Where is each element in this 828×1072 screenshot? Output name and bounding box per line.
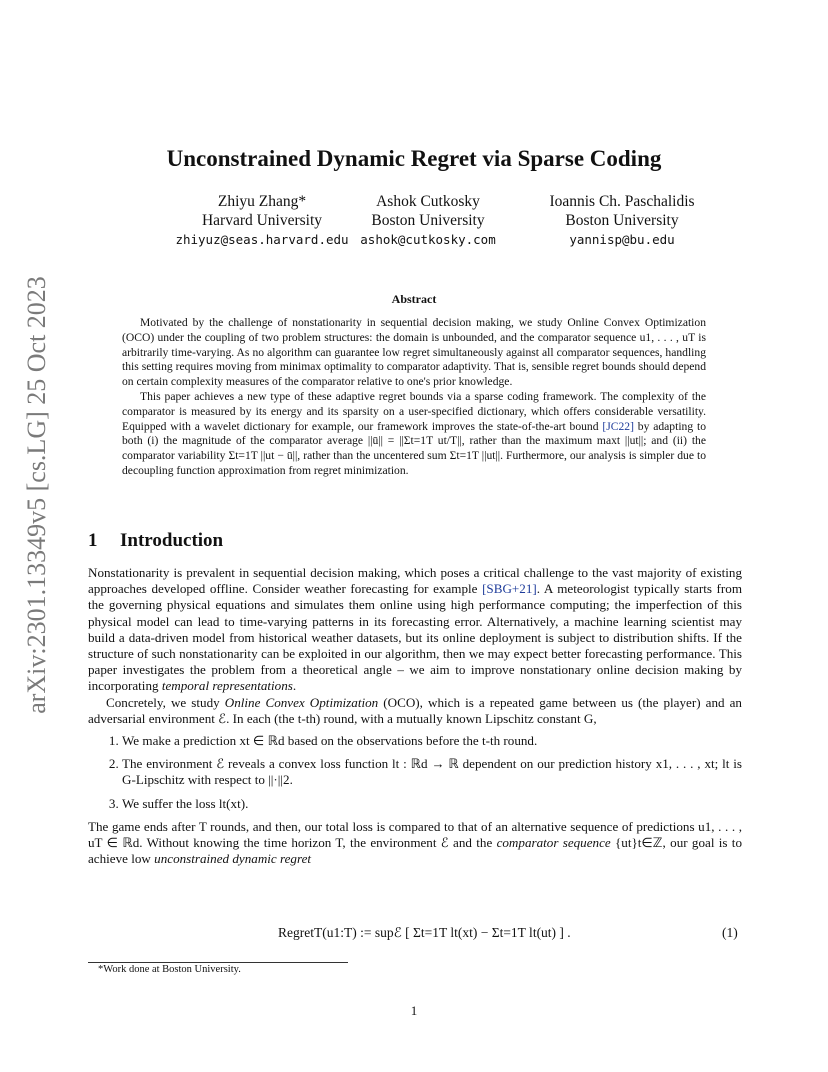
list-item: 1. We make a prediction xt ∈ ℝd based on the observations before the t-th round. bbox=[122, 733, 742, 749]
author-affiliation: Boston University bbox=[565, 212, 679, 229]
author-name: Ioannis Ch. Paschalidis bbox=[549, 193, 695, 210]
regret-equation: RegretT(u1:T) := supℰ [ Σt=1T lt(xt) − Σt=1T lt(ut) ] . bbox=[278, 925, 571, 940]
emphasis-text: temporal representations bbox=[161, 678, 293, 694]
intro-paragraph-2 bbox=[88, 695, 742, 727]
abstract-text: This paper achieves a new type of these adaptive regret bounds via a sparse coding framework. The complexity of the comparator is measured by its energy and its sparsity on a user-specified dictionary, which offers considerable versatility. Equipped with a wavelet dictionary for example, our framework improves the state-of-the-art bound bbox=[122, 389, 706, 433]
game-protocol-list bbox=[88, 733, 742, 812]
abstract-paragraph-1: Motivated by the challenge of nonstationarity in sequential decision making, we study Online Convex Optimization (OCO) under the coupling of two problem structures: the domain is unbounded, and the comparator sequence u1, . . . , uT is arbitrarily time-varying. As no algorithm can guarantee low regret simultaneously against all comparator sequences, handling this setting requires moving from minimax optimality to comparator adaptivity. That is, sensible regret bounds should depend on certain complexity measures of the comparator relative to one's prior knowledge. bbox=[122, 316, 706, 389]
author-email[interactable]: yannisp@bu.edu bbox=[569, 232, 675, 247]
author-name: Ashok Cutkosky bbox=[376, 193, 480, 210]
equation-number: (1) bbox=[722, 925, 738, 940]
list-item: 2. The environment ℰ reveals a convex loss function lt : ℝd → ℝ dependent on our prediction history x1, . . . , xt; lt is G-Lipschitz with respect to ||·||2. bbox=[122, 756, 742, 788]
intro-paragraph-1 bbox=[88, 565, 742, 695]
author-email[interactable]: ashok@cutkosky.com bbox=[360, 232, 496, 247]
body-text: (OCO), which is a repeated game between us (the player) and an adversarial environment ℰ. In each (the t-th) round, with a mutually known Lipschitz constant G, bbox=[88, 694, 742, 726]
author-email[interactable]: zhiyuz@seas.harvard.edu bbox=[175, 232, 349, 247]
section-number: 1 bbox=[88, 530, 98, 551]
author-name: Zhiyu Zhang* bbox=[217, 193, 307, 210]
abstract-paragraph-2 bbox=[122, 390, 706, 479]
emphasis-text: comparator sequence bbox=[496, 835, 611, 851]
body-text: Nonstationarity is prevalent in sequential decision making, which poses a critical challenge to the vast majority of existing approaches developed offline. Consider weather forecasting for example bbox=[88, 565, 742, 597]
section-title: Introduction bbox=[120, 530, 224, 551]
footnote: *Work done at Boston University. bbox=[98, 964, 241, 975]
body-text: The game ends after T rounds, and then, our total loss is compared to that of an alternative sequence of predictions u1, . . . , uT ∈ ℝd. Without knowing the time horizon T, the environment ℰ and the bbox=[88, 818, 742, 851]
intro-paragraph-3 bbox=[88, 819, 742, 868]
abstract-heading: Abstract bbox=[391, 292, 437, 306]
body-text: . bbox=[292, 678, 297, 694]
arxiv-sidebar-stamp bbox=[22, 276, 52, 714]
author-affiliation: Boston University bbox=[371, 212, 485, 229]
author-affiliation: Harvard University bbox=[201, 212, 323, 229]
intro-body bbox=[88, 565, 742, 867]
abstract-body bbox=[122, 316, 706, 479]
body-text: Concretely, we study bbox=[106, 694, 225, 710]
list-item: 3. We suffer the loss lt(xt). bbox=[122, 796, 742, 812]
footnote-rule bbox=[88, 962, 348, 963]
author-block-3 bbox=[502, 192, 742, 249]
body-text: . A meteorologist typically starts from the governing physical equations and simulates them online using high performance computing; the imperfection of this physical model can lead to time-varying patterns in its forecasting error. Alternatively, a machine learning scientist may build a data-driven model from historical weather datasets, but its online deployment is subject to distribution shifts. If the structure of such nonstationarity can be exploited in our algorithm, then we may expect better forecasting performance. This paper investigates the problem from a theoretical angle – we aim to improve nonstationary online decision making by incorporating bbox=[88, 581, 743, 694]
emphasis-text: unconstrained dynamic regret bbox=[154, 851, 312, 867]
paper-title: Unconstrained Dynamic Regret via Sparse Coding bbox=[166, 146, 662, 171]
page-number: 1 bbox=[410, 1003, 418, 1018]
citation-link[interactable]: [JC22] bbox=[602, 419, 634, 433]
section-heading bbox=[88, 530, 223, 552]
arxiv-id-text: arXiv:2301.13349v5 [cs.LG] 25 Oct 2023 bbox=[22, 276, 51, 714]
citation-link[interactable]: [SBG+21] bbox=[482, 581, 537, 597]
emphasis-text: Online Convex Optimization bbox=[224, 694, 379, 710]
body-text: {ut}t∈ℤ, our goal is to achieve low bbox=[88, 835, 742, 867]
abstract-text: by adapting to both (i) the magnitude of the comparator average ||ū|| = ||Σt=1T ut/T||, rather than the maximum maxt ||ut||; and (ii) the comparator variability Σt=1T ||ut − ū||, rather than the uncentered sum Σt=1T ||ut||. Furthermore, our analysis is simpler due to decoupling function approximation from regret minimization. bbox=[122, 419, 706, 477]
